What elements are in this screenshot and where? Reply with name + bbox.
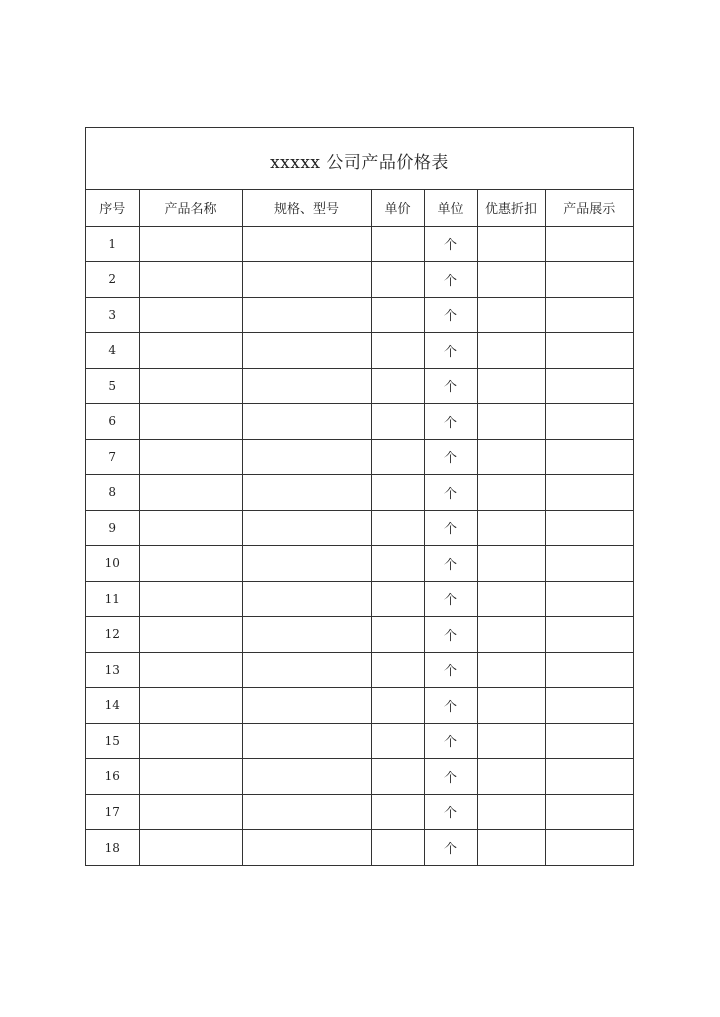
discount-cell[interactable] bbox=[477, 581, 545, 617]
product-display-cell[interactable] bbox=[545, 759, 633, 795]
unit-price-cell[interactable] bbox=[371, 475, 424, 511]
table-row bbox=[86, 475, 633, 511]
unit-price-cell[interactable] bbox=[371, 333, 424, 369]
unit-price-cell[interactable] bbox=[371, 439, 424, 475]
serial-number-cell: 6 bbox=[86, 404, 139, 440]
product-name-cell[interactable] bbox=[139, 368, 242, 404]
header-spec-model: 规格、型号 bbox=[242, 190, 371, 226]
discount-cell[interactable] bbox=[477, 262, 545, 298]
product-name-cell[interactable] bbox=[139, 759, 242, 795]
product-display-cell[interactable] bbox=[545, 475, 633, 511]
product-name-cell[interactable] bbox=[139, 581, 242, 617]
serial-number-cell: 14 bbox=[86, 688, 139, 724]
discount-cell[interactable] bbox=[477, 439, 545, 475]
discount-cell[interactable] bbox=[477, 404, 545, 440]
table-row bbox=[86, 297, 633, 333]
unit-price-cell[interactable] bbox=[371, 404, 424, 440]
table-title: xxxxx 公司产品价格表 bbox=[86, 128, 633, 190]
spec-model-cell[interactable] bbox=[242, 688, 371, 724]
product-name-cell[interactable] bbox=[139, 475, 242, 511]
unit-cell: 个 bbox=[424, 439, 477, 475]
product-display-cell[interactable] bbox=[545, 510, 633, 546]
serial-number-cell: 17 bbox=[86, 794, 139, 830]
serial-number-cell: 4 bbox=[86, 333, 139, 369]
product-name-cell[interactable] bbox=[139, 297, 242, 333]
unit-cell: 个 bbox=[424, 617, 477, 653]
serial-number-cell: 10 bbox=[86, 546, 139, 582]
product-name-cell[interactable] bbox=[139, 404, 242, 440]
header-serial-number: 序号 bbox=[86, 190, 139, 226]
table-body bbox=[86, 226, 633, 865]
spec-model-cell[interactable] bbox=[242, 794, 371, 830]
header-unit: 单位 bbox=[424, 190, 477, 226]
product-display-cell[interactable] bbox=[545, 652, 633, 688]
unit-price-cell[interactable] bbox=[371, 759, 424, 795]
discount-cell[interactable] bbox=[477, 830, 545, 866]
table-row bbox=[86, 723, 633, 759]
unit-price-cell[interactable] bbox=[371, 652, 424, 688]
header-discount: 优惠折扣 bbox=[477, 190, 545, 226]
unit-price-cell[interactable] bbox=[371, 617, 424, 653]
product-name-cell[interactable] bbox=[139, 688, 242, 724]
table-row bbox=[86, 404, 633, 440]
unit-cell: 个 bbox=[424, 226, 477, 262]
unit-price-cell[interactable] bbox=[371, 297, 424, 333]
spec-model-cell[interactable] bbox=[242, 759, 371, 795]
serial-number-cell: 2 bbox=[86, 262, 139, 298]
unit-price-cell[interactable] bbox=[371, 546, 424, 582]
serial-number-cell: 11 bbox=[86, 581, 139, 617]
table-row bbox=[86, 830, 633, 866]
discount-cell[interactable] bbox=[477, 652, 545, 688]
unit-price-cell[interactable] bbox=[371, 581, 424, 617]
product-name-cell[interactable] bbox=[139, 546, 242, 582]
spec-model-cell[interactable] bbox=[242, 830, 371, 866]
product-name-cell[interactable] bbox=[139, 510, 242, 546]
serial-number-cell: 7 bbox=[86, 439, 139, 475]
unit-cell: 个 bbox=[424, 581, 477, 617]
unit-price-cell[interactable] bbox=[371, 830, 424, 866]
serial-number-cell: 3 bbox=[86, 297, 139, 333]
discount-cell[interactable] bbox=[477, 688, 545, 724]
product-name-cell[interactable] bbox=[139, 262, 242, 298]
spec-model-cell[interactable] bbox=[242, 262, 371, 298]
spec-model-cell[interactable] bbox=[242, 475, 371, 511]
table-row bbox=[86, 226, 633, 262]
product-name-cell[interactable] bbox=[139, 794, 242, 830]
spec-model-cell[interactable] bbox=[242, 226, 371, 262]
unit-cell: 个 bbox=[424, 794, 477, 830]
discount-cell[interactable] bbox=[477, 333, 545, 369]
discount-cell[interactable] bbox=[477, 794, 545, 830]
table-row bbox=[86, 581, 633, 617]
unit-cell: 个 bbox=[424, 510, 477, 546]
discount-cell[interactable] bbox=[477, 759, 545, 795]
unit-price-cell[interactable] bbox=[371, 510, 424, 546]
discount-cell[interactable] bbox=[477, 546, 545, 582]
serial-number-cell: 5 bbox=[86, 368, 139, 404]
spec-model-cell[interactable] bbox=[242, 297, 371, 333]
table-row bbox=[86, 688, 633, 724]
unit-cell: 个 bbox=[424, 759, 477, 795]
unit-cell: 个 bbox=[424, 830, 477, 866]
unit-cell: 个 bbox=[424, 475, 477, 511]
serial-number-cell: 12 bbox=[86, 617, 139, 653]
product-name-cell[interactable] bbox=[139, 226, 242, 262]
product-display-cell[interactable] bbox=[545, 830, 633, 866]
discount-cell[interactable] bbox=[477, 510, 545, 546]
product-display-cell[interactable] bbox=[545, 794, 633, 830]
serial-number-cell: 13 bbox=[86, 652, 139, 688]
discount-cell[interactable] bbox=[477, 226, 545, 262]
unit-cell: 个 bbox=[424, 262, 477, 298]
unit-cell: 个 bbox=[424, 297, 477, 333]
product-display-cell[interactable] bbox=[545, 546, 633, 582]
discount-cell[interactable] bbox=[477, 297, 545, 333]
product-display-cell[interactable] bbox=[545, 226, 633, 262]
spec-model-cell[interactable] bbox=[242, 368, 371, 404]
discount-cell[interactable] bbox=[477, 617, 545, 653]
spec-model-cell[interactable] bbox=[242, 617, 371, 653]
unit-cell: 个 bbox=[424, 333, 477, 369]
table-row bbox=[86, 759, 633, 795]
unit-cell: 个 bbox=[424, 368, 477, 404]
serial-number-cell: 1 bbox=[86, 226, 139, 262]
table-row bbox=[86, 262, 633, 298]
unit-cell: 个 bbox=[424, 652, 477, 688]
spec-model-cell[interactable] bbox=[242, 439, 371, 475]
table-row bbox=[86, 368, 633, 404]
unit-price-cell[interactable] bbox=[371, 794, 424, 830]
table-row bbox=[86, 652, 633, 688]
serial-number-cell: 8 bbox=[86, 475, 139, 511]
table-row bbox=[86, 510, 633, 546]
product-name-cell[interactable] bbox=[139, 652, 242, 688]
product-name-cell[interactable] bbox=[139, 830, 242, 866]
unit-price-cell[interactable] bbox=[371, 368, 424, 404]
table-row bbox=[86, 546, 633, 582]
product-display-cell[interactable] bbox=[545, 368, 633, 404]
header-unit-price: 单价 bbox=[371, 190, 424, 226]
discount-cell[interactable] bbox=[477, 723, 545, 759]
unit-price-cell[interactable] bbox=[371, 262, 424, 298]
product-display-cell[interactable] bbox=[545, 723, 633, 759]
serial-number-cell: 16 bbox=[86, 759, 139, 795]
product-display-cell[interactable] bbox=[545, 297, 633, 333]
product-name-cell[interactable] bbox=[139, 439, 242, 475]
discount-cell[interactable] bbox=[477, 368, 545, 404]
header-product-display: 产品展示 bbox=[545, 190, 633, 226]
serial-number-cell: 9 bbox=[86, 510, 139, 546]
header-row bbox=[86, 190, 633, 226]
product-display-cell[interactable] bbox=[545, 439, 633, 475]
unit-price-cell[interactable] bbox=[371, 688, 424, 724]
product-display-cell[interactable] bbox=[545, 688, 633, 724]
spec-model-cell[interactable] bbox=[242, 404, 371, 440]
unit-cell: 个 bbox=[424, 404, 477, 440]
spec-model-cell[interactable] bbox=[242, 652, 371, 688]
product-display-cell[interactable] bbox=[545, 581, 633, 617]
product-display-cell[interactable] bbox=[545, 333, 633, 369]
table-row bbox=[86, 617, 633, 653]
unit-cell: 个 bbox=[424, 688, 477, 724]
unit-cell: 个 bbox=[424, 723, 477, 759]
product-display-cell[interactable] bbox=[545, 404, 633, 440]
spec-model-cell[interactable] bbox=[242, 581, 371, 617]
spec-model-cell[interactable] bbox=[242, 723, 371, 759]
serial-number-cell: 15 bbox=[86, 723, 139, 759]
price-table bbox=[86, 190, 633, 865]
unit-price-cell[interactable] bbox=[371, 723, 424, 759]
header-product-name: 产品名称 bbox=[139, 190, 242, 226]
spec-model-cell[interactable] bbox=[242, 546, 371, 582]
spec-model-cell[interactable] bbox=[242, 333, 371, 369]
product-display-cell[interactable] bbox=[545, 617, 633, 653]
product-display-cell[interactable] bbox=[545, 262, 633, 298]
spec-model-cell[interactable] bbox=[242, 510, 371, 546]
product-name-cell[interactable] bbox=[139, 333, 242, 369]
price-list-sheet bbox=[85, 127, 634, 866]
serial-number-cell: 18 bbox=[86, 830, 139, 866]
product-name-cell[interactable] bbox=[139, 723, 242, 759]
product-name-cell[interactable] bbox=[139, 617, 242, 653]
table-row bbox=[86, 794, 633, 830]
discount-cell[interactable] bbox=[477, 475, 545, 511]
unit-cell: 个 bbox=[424, 546, 477, 582]
unit-price-cell[interactable] bbox=[371, 226, 424, 262]
table-row bbox=[86, 439, 633, 475]
table-row bbox=[86, 333, 633, 369]
